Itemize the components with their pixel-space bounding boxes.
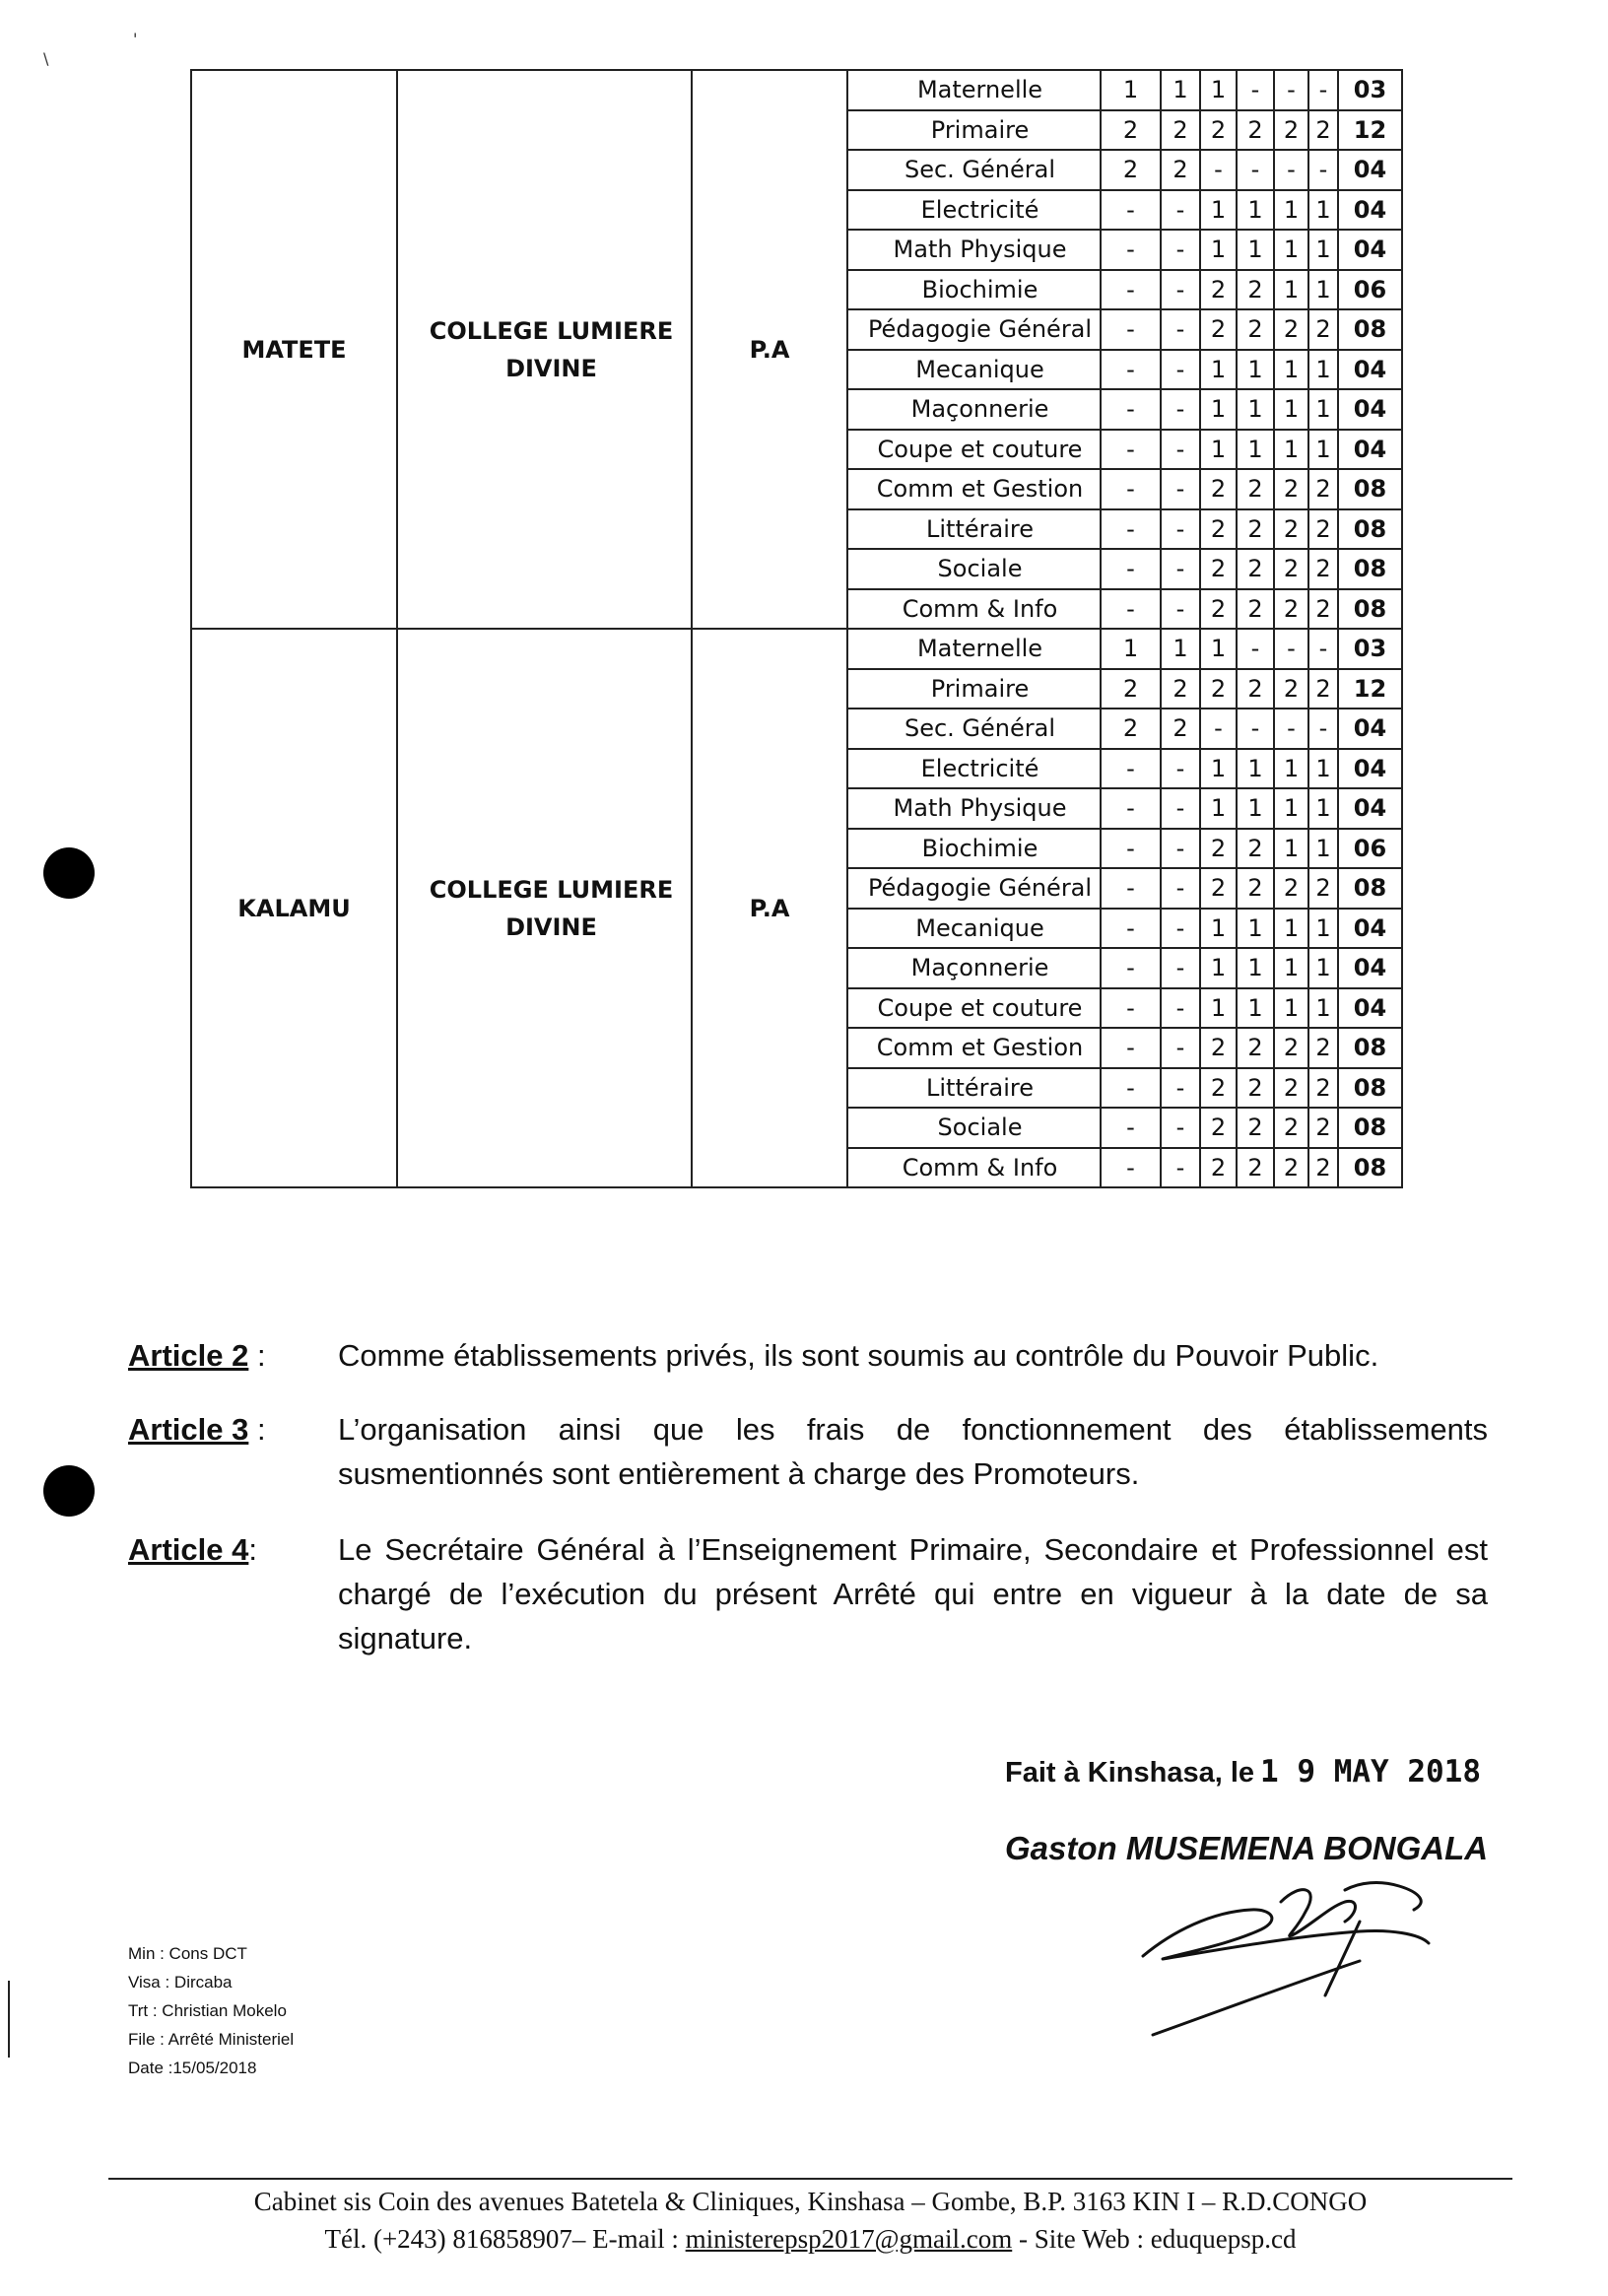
total-cell: 12 xyxy=(1338,110,1402,151)
count-cell: 1 xyxy=(1200,389,1237,430)
count-cell: 1 xyxy=(1200,788,1237,829)
article-text: Le Secrétaire Général à l’Enseignement Primaire, Secondaire et Professionnel est chargé de l’exécution du présent Arrêté qui entre en vigueur à la date de sa signature. xyxy=(338,1532,1488,1655)
option-cell: Coupe et couture xyxy=(847,988,1101,1029)
count-cell: 1 xyxy=(1308,909,1338,949)
total-cell: 04 xyxy=(1338,948,1402,988)
count-cell: 2 xyxy=(1274,589,1308,630)
count-cell: - xyxy=(1101,1148,1161,1188)
total-cell: 06 xyxy=(1338,829,1402,869)
total-cell: 03 xyxy=(1338,70,1402,110)
count-cell: 1 xyxy=(1274,350,1308,390)
option-cell: Comm & Info xyxy=(847,1148,1101,1188)
count-cell: - xyxy=(1101,270,1161,310)
regime-cell: P.A xyxy=(692,629,847,1187)
count-cell: 1 xyxy=(1237,389,1274,430)
count-cell: 2 xyxy=(1200,469,1237,509)
count-cell: - xyxy=(1161,350,1200,390)
count-cell: - xyxy=(1161,868,1200,909)
article-label xyxy=(128,1407,325,1452)
count-cell: 2 xyxy=(1274,669,1308,709)
footer-site: - Site Web : eduquepsp.cd xyxy=(1012,2224,1297,2254)
count-cell: 2 xyxy=(1101,150,1161,190)
count-cell: 1 xyxy=(1200,190,1237,231)
count-cell: 1 xyxy=(1274,190,1308,231)
count-cell: 2 xyxy=(1200,829,1237,869)
total-cell: 08 xyxy=(1338,1148,1402,1188)
count-cell: 2 xyxy=(1308,110,1338,151)
total-cell: 08 xyxy=(1338,1028,1402,1068)
total-cell: 08 xyxy=(1338,1068,1402,1109)
count-cell: 2 xyxy=(1308,1148,1338,1188)
option-cell: Maçonnerie xyxy=(847,389,1101,430)
count-cell: 2 xyxy=(1308,469,1338,509)
total-cell: 04 xyxy=(1338,190,1402,231)
count-cell: - xyxy=(1101,230,1161,270)
count-cell: 2 xyxy=(1200,110,1237,151)
option-cell: Biochimie xyxy=(847,270,1101,310)
count-cell: 2 xyxy=(1274,868,1308,909)
count-cell: 2 xyxy=(1200,589,1237,630)
count-cell: 2 xyxy=(1308,1108,1338,1148)
count-cell: - xyxy=(1101,190,1161,231)
option-cell: Maternelle xyxy=(847,629,1101,669)
count-cell: - xyxy=(1200,709,1237,749)
count-cell: 2 xyxy=(1237,110,1274,151)
count-cell: 1 xyxy=(1308,948,1338,988)
count-cell: 1 xyxy=(1237,190,1274,231)
option-cell: Primaire xyxy=(847,669,1101,709)
count-cell: 1 xyxy=(1274,988,1308,1029)
option-cell: Maternelle xyxy=(847,70,1101,110)
count-cell: 2 xyxy=(1308,1068,1338,1109)
total-cell: 04 xyxy=(1338,909,1402,949)
total-cell: 08 xyxy=(1338,509,1402,550)
count-cell: 1 xyxy=(1308,350,1338,390)
option-cell: Sociale xyxy=(847,1108,1101,1148)
option-cell: Comm et Gestion xyxy=(847,469,1101,509)
count-cell: 2 xyxy=(1200,669,1237,709)
count-cell: - xyxy=(1237,70,1274,110)
count-cell: 2 xyxy=(1237,589,1274,630)
count-cell: - xyxy=(1161,509,1200,550)
option-cell: Mecanique xyxy=(847,909,1101,949)
footer-divider xyxy=(108,2178,1512,2180)
count-cell: - xyxy=(1101,749,1161,789)
school-name-line: DIVINE xyxy=(505,354,597,382)
table-row xyxy=(191,629,1402,669)
count-cell: - xyxy=(1161,1108,1200,1148)
count-cell: - xyxy=(1161,190,1200,231)
total-cell: 06 xyxy=(1338,270,1402,310)
count-cell: 1 xyxy=(1200,230,1237,270)
scan-mark: \ xyxy=(43,49,49,68)
count-cell: 2 xyxy=(1237,829,1274,869)
count-cell: 1 xyxy=(1161,629,1200,669)
count-cell: - xyxy=(1161,270,1200,310)
internal-references xyxy=(128,1939,294,2082)
count-cell: - xyxy=(1161,309,1200,350)
total-cell: 08 xyxy=(1338,549,1402,589)
count-cell: - xyxy=(1101,509,1161,550)
article-number: Article 2 xyxy=(128,1338,249,1373)
article-separator: : xyxy=(248,1412,266,1447)
table-body xyxy=(191,70,1402,1187)
total-cell: 04 xyxy=(1338,749,1402,789)
count-cell: 2 xyxy=(1274,1148,1308,1188)
count-cell: - xyxy=(1161,829,1200,869)
page-footer xyxy=(108,2183,1512,2258)
count-cell: - xyxy=(1161,909,1200,949)
count-cell: 1 xyxy=(1274,948,1308,988)
count-cell: 1 xyxy=(1308,788,1338,829)
commune-cell: MATETE xyxy=(191,70,397,629)
option-cell: Sec. Général xyxy=(847,150,1101,190)
count-cell: - xyxy=(1161,589,1200,630)
count-cell: 1 xyxy=(1237,430,1274,470)
article-separator: : xyxy=(248,1532,257,1567)
count-cell: 2 xyxy=(1161,150,1200,190)
article-number: Article 4 xyxy=(128,1532,249,1567)
count-cell: - xyxy=(1101,309,1161,350)
count-cell: 1 xyxy=(1237,230,1274,270)
count-cell: - xyxy=(1101,350,1161,390)
count-cell: 1 xyxy=(1274,430,1308,470)
count-cell: 1 xyxy=(1274,909,1308,949)
total-cell: 08 xyxy=(1338,1108,1402,1148)
count-cell: 2 xyxy=(1200,1028,1237,1068)
option-cell: Electricité xyxy=(847,190,1101,231)
count-cell: 2 xyxy=(1237,1108,1274,1148)
count-cell: 1 xyxy=(1200,749,1237,789)
count-cell: 1 xyxy=(1101,629,1161,669)
count-cell: 2 xyxy=(1274,549,1308,589)
option-cell: Pédagogie Général xyxy=(847,309,1101,350)
count-cell: 2 xyxy=(1237,1148,1274,1188)
article-text: L’organisation ainsi que les frais de fonctionnement des établissements susmentionnés sont entièrement à charge des Promoteurs. xyxy=(338,1412,1488,1491)
count-cell: 2 xyxy=(1200,868,1237,909)
count-cell: 1 xyxy=(1237,909,1274,949)
count-cell: 1 xyxy=(1274,230,1308,270)
count-cell: 1 xyxy=(1274,749,1308,789)
ref-line: Visa : Dircaba xyxy=(128,1973,233,1992)
place-and-date xyxy=(1005,1754,1481,1790)
article-label xyxy=(128,1527,325,1572)
count-cell: - xyxy=(1308,70,1338,110)
date-stamp: 1 9 MAY 2018 xyxy=(1260,1754,1482,1790)
count-cell: 2 xyxy=(1200,1068,1237,1109)
count-cell: 1 xyxy=(1200,988,1237,1029)
count-cell: - xyxy=(1161,389,1200,430)
total-cell: 04 xyxy=(1338,430,1402,470)
option-cell: Mecanique xyxy=(847,350,1101,390)
count-cell: - xyxy=(1161,788,1200,829)
option-cell: Littéraire xyxy=(847,509,1101,550)
option-cell: Sec. Général xyxy=(847,709,1101,749)
count-cell: 2 xyxy=(1274,1028,1308,1068)
count-cell: 2 xyxy=(1237,309,1274,350)
count-cell: 2 xyxy=(1237,1028,1274,1068)
total-cell: 04 xyxy=(1338,230,1402,270)
option-cell: Sociale xyxy=(847,549,1101,589)
count-cell: 2 xyxy=(1308,549,1338,589)
count-cell: - xyxy=(1161,430,1200,470)
count-cell: - xyxy=(1101,589,1161,630)
count-cell: 2 xyxy=(1237,270,1274,310)
ref-line: Date :15/05/2018 xyxy=(128,2059,257,2077)
count-cell: 2 xyxy=(1161,110,1200,151)
count-cell: 1 xyxy=(1237,948,1274,988)
count-cell: 1 xyxy=(1308,829,1338,869)
count-cell: 2 xyxy=(1237,1068,1274,1109)
count-cell: 2 xyxy=(1274,469,1308,509)
total-cell: 03 xyxy=(1338,629,1402,669)
count-cell: 2 xyxy=(1200,1148,1237,1188)
option-cell: Comm & Info xyxy=(847,589,1101,630)
count-cell: 2 xyxy=(1308,309,1338,350)
count-cell: 1 xyxy=(1237,988,1274,1029)
count-cell: 2 xyxy=(1237,469,1274,509)
count-cell: - xyxy=(1101,549,1161,589)
place-text: Fait à Kinshasa, le xyxy=(1005,1757,1255,1789)
school-allocation-table xyxy=(190,69,1403,1188)
total-cell: 12 xyxy=(1338,669,1402,709)
school-cell xyxy=(397,70,692,629)
count-cell: 1 xyxy=(1308,988,1338,1029)
footer-address: Cabinet sis Coin des avenues Batetela & Cliniques, Kinshasa – Gombe, B.P. 3163 KIN I – R.D.CONGO xyxy=(253,2187,1368,2216)
count-cell: 2 xyxy=(1308,589,1338,630)
total-cell: 04 xyxy=(1338,988,1402,1029)
article-number: Article 3 xyxy=(128,1412,249,1447)
count-cell: 2 xyxy=(1200,309,1237,350)
count-cell: 2 xyxy=(1274,1068,1308,1109)
article-separator: : xyxy=(248,1338,266,1373)
count-cell: 1 xyxy=(1308,430,1338,470)
count-cell: - xyxy=(1101,1108,1161,1148)
footer-email-link[interactable]: ministerepsp2017@gmail.com xyxy=(685,2224,1013,2254)
count-cell: - xyxy=(1200,150,1237,190)
total-cell: 08 xyxy=(1338,589,1402,630)
total-cell: 04 xyxy=(1338,709,1402,749)
school-cell xyxy=(397,629,692,1187)
count-cell: - xyxy=(1101,829,1161,869)
count-cell: 1 xyxy=(1200,430,1237,470)
count-cell: - xyxy=(1101,868,1161,909)
ref-line: Min : Cons DCT xyxy=(128,1944,247,1963)
count-cell: 2 xyxy=(1101,110,1161,151)
count-cell: 2 xyxy=(1101,669,1161,709)
count-cell: 2 xyxy=(1237,669,1274,709)
total-cell: 04 xyxy=(1338,788,1402,829)
ref-line: Trt : Christian Mokelo xyxy=(128,2001,287,2020)
school-name-line: COLLEGE LUMIERE xyxy=(429,875,674,904)
count-cell: 2 xyxy=(1200,270,1237,310)
count-cell: 1 xyxy=(1308,749,1338,789)
count-cell: 2 xyxy=(1237,549,1274,589)
punch-hole xyxy=(43,1465,95,1517)
count-cell: - xyxy=(1274,150,1308,190)
count-cell: - xyxy=(1101,788,1161,829)
count-cell: 1 xyxy=(1308,270,1338,310)
count-cell: 1 xyxy=(1101,70,1161,110)
count-cell: 1 xyxy=(1200,948,1237,988)
count-cell: - xyxy=(1237,150,1274,190)
count-cell: - xyxy=(1101,1068,1161,1109)
count-cell: 2 xyxy=(1274,1108,1308,1148)
regime-cell: P.A xyxy=(692,70,847,629)
count-cell: 2 xyxy=(1161,709,1200,749)
count-cell: 1 xyxy=(1308,389,1338,430)
count-cell: 2 xyxy=(1237,509,1274,550)
option-cell: Primaire xyxy=(847,110,1101,151)
commune-cell: KALAMU xyxy=(191,629,397,1187)
count-cell: 1 xyxy=(1200,629,1237,669)
count-cell: - xyxy=(1161,749,1200,789)
count-cell: 1 xyxy=(1200,70,1237,110)
count-cell: - xyxy=(1101,909,1161,949)
total-cell: 08 xyxy=(1338,868,1402,909)
count-cell: 2 xyxy=(1274,110,1308,151)
option-cell: Coupe et couture xyxy=(847,430,1101,470)
count-cell: 1 xyxy=(1161,70,1200,110)
count-cell: - xyxy=(1308,709,1338,749)
count-cell: 1 xyxy=(1274,788,1308,829)
count-cell: - xyxy=(1237,629,1274,669)
option-cell: Pédagogie Général xyxy=(847,868,1101,909)
count-cell: - xyxy=(1101,389,1161,430)
scan-mark: ' xyxy=(133,30,138,48)
signer-name: Gaston MUSEMENA BONGALA xyxy=(1005,1830,1489,1866)
count-cell: - xyxy=(1237,709,1274,749)
count-cell: - xyxy=(1161,1068,1200,1109)
option-cell: Math Physique xyxy=(847,230,1101,270)
count-cell: 1 xyxy=(1237,749,1274,789)
count-cell: 1 xyxy=(1237,788,1274,829)
count-cell: 2 xyxy=(1308,868,1338,909)
count-cell: 2 xyxy=(1200,509,1237,550)
count-cell: - xyxy=(1161,230,1200,270)
count-cell: 2 xyxy=(1274,509,1308,550)
count-cell: - xyxy=(1101,988,1161,1029)
table-row xyxy=(191,70,1402,110)
count-cell: 2 xyxy=(1237,868,1274,909)
option-cell: Math Physique xyxy=(847,788,1101,829)
option-cell: Comm et Gestion xyxy=(847,1028,1101,1068)
count-cell: - xyxy=(1274,629,1308,669)
ref-line: File : Arrêté Ministeriel xyxy=(128,2030,295,2049)
count-cell: 1 xyxy=(1237,350,1274,390)
count-cell: - xyxy=(1161,988,1200,1029)
count-cell: - xyxy=(1274,709,1308,749)
count-cell: 1 xyxy=(1200,909,1237,949)
count-cell: - xyxy=(1161,469,1200,509)
count-cell: 1 xyxy=(1308,230,1338,270)
count-cell: 1 xyxy=(1200,350,1237,390)
count-cell: 2 xyxy=(1274,309,1308,350)
option-cell: Electricité xyxy=(847,749,1101,789)
count-cell: - xyxy=(1308,150,1338,190)
count-cell: - xyxy=(1101,1028,1161,1068)
count-cell: 2 xyxy=(1308,509,1338,550)
scan-edge-line xyxy=(8,1981,10,2058)
option-cell: Maçonnerie xyxy=(847,948,1101,988)
count-cell: - xyxy=(1101,948,1161,988)
count-cell: 1 xyxy=(1274,829,1308,869)
article-text: Comme établissements privés, ils sont soumis au contrôle du Pouvoir Public. xyxy=(338,1338,1379,1373)
count-cell: - xyxy=(1161,948,1200,988)
handwritten-signature xyxy=(1133,1862,1488,2050)
option-cell: Biochimie xyxy=(847,829,1101,869)
footer-contact xyxy=(108,2220,1512,2258)
footer-tel: Tél. (+243) 816858907– E-mail : xyxy=(324,2224,686,2254)
count-cell: - xyxy=(1161,1148,1200,1188)
count-cell: 1 xyxy=(1274,270,1308,310)
total-cell: 08 xyxy=(1338,469,1402,509)
total-cell: 04 xyxy=(1338,350,1402,390)
count-cell: 2 xyxy=(1200,1108,1237,1148)
option-cell: Littéraire xyxy=(847,1068,1101,1109)
count-cell: - xyxy=(1274,70,1308,110)
total-cell: 04 xyxy=(1338,150,1402,190)
count-cell: - xyxy=(1161,549,1200,589)
total-cell: 04 xyxy=(1338,389,1402,430)
count-cell: 2 xyxy=(1308,1028,1338,1068)
punch-hole xyxy=(43,847,95,899)
total-cell: 08 xyxy=(1338,309,1402,350)
count-cell: 2 xyxy=(1200,549,1237,589)
count-cell: 1 xyxy=(1274,389,1308,430)
count-cell: - xyxy=(1101,430,1161,470)
school-name-line: COLLEGE LUMIERE xyxy=(429,316,674,345)
count-cell: - xyxy=(1308,629,1338,669)
count-cell: 2 xyxy=(1308,669,1338,709)
school-name-line: DIVINE xyxy=(505,912,597,941)
count-cell: 1 xyxy=(1308,190,1338,231)
article-label xyxy=(128,1333,325,1378)
count-cell: 2 xyxy=(1161,669,1200,709)
count-cell: - xyxy=(1161,1028,1200,1068)
count-cell: - xyxy=(1101,469,1161,509)
count-cell: 2 xyxy=(1101,709,1161,749)
